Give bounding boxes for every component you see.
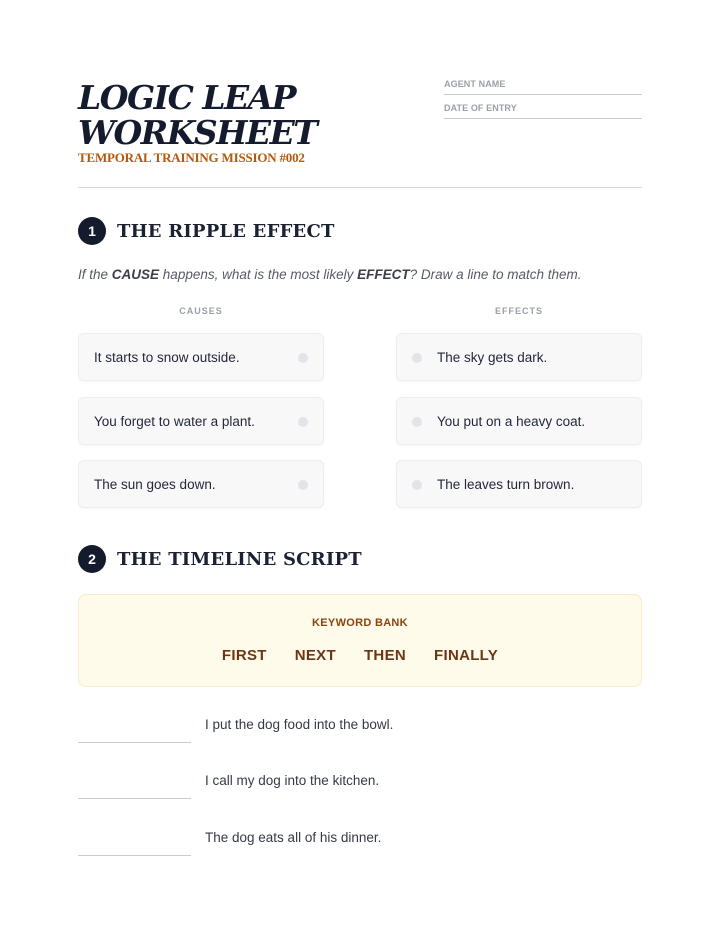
effects-column-header: EFFECTS [494,306,543,316]
timeline-sentence: The dog eats all of his dinner. [205,830,382,845]
connector-dot[interactable] [298,353,308,363]
timeline-sentence: I call my dog into the kitchen. [205,773,380,788]
effect-text: You put on a heavy coat. [437,413,586,429]
mission-subtitle: TEMPORAL TRAINING MISSION #002 [78,150,305,165]
worksheet-page [78,0,642,932]
instruction-emphasis-cause: CAUSE [111,267,160,282]
connector-dot[interactable] [298,417,308,427]
connector-dot[interactable] [412,480,422,490]
title-line-1: LOGIC LEAP [78,78,296,117]
effect-text: The sky gets dark. [437,349,548,365]
connector-dot[interactable] [298,480,308,490]
cause-card [78,460,324,508]
effect-card [396,333,642,381]
section-number-badge: 1 [78,217,106,245]
cause-text: You forget to water a plant. [94,413,255,429]
instruction-text: If the [78,267,112,282]
instruction-emphasis-effect: EFFECT [357,267,410,282]
keyword-bank [78,594,642,687]
answer-blank[interactable] [78,742,191,743]
cause-card [78,333,324,381]
section-timeline-script-header [78,545,362,573]
section-number-badge: 2 [78,545,106,573]
keyword: FIRST [221,647,267,664]
timeline-sentence: I put the dog food into the bowl. [205,717,394,732]
keyword: NEXT [294,647,336,664]
cause-text: The sun goes down. [94,476,216,492]
keyword-list [79,647,641,664]
effect-card [396,397,642,445]
cause-card [78,397,324,445]
instruction-text: ? Draw a line to match them. [409,267,582,282]
cause-text: It starts to snow outside. [94,349,240,365]
agent-name-field[interactable]: AGENT NAME [444,79,642,95]
matching-instructions [78,267,581,282]
instruction-text: happens, what is the most likely [159,267,358,282]
answer-blank[interactable] [78,798,191,799]
effect-card [396,460,642,508]
date-of-entry-field[interactable]: DATE OF ENTRY [444,103,642,119]
section-title: THE TIMELINE SCRIPT [117,548,362,570]
header-divider [78,187,642,188]
connector-dot[interactable] [412,353,422,363]
section-title: THE RIPPLE EFFECT [117,220,335,242]
keyword-bank-label: KEYWORD BANK [312,617,408,629]
causes-column-header: CAUSES [179,306,223,316]
answer-blank[interactable] [78,855,191,856]
connector-dot[interactable] [412,417,422,427]
effect-text: The leaves turn brown. [437,476,575,492]
keyword: THEN [363,647,407,664]
section-ripple-effect-header [78,217,335,245]
worksheet-title [78,80,378,150]
keyword: FINALLY [434,647,499,664]
title-line-2: WORKSHEET [78,113,317,152]
